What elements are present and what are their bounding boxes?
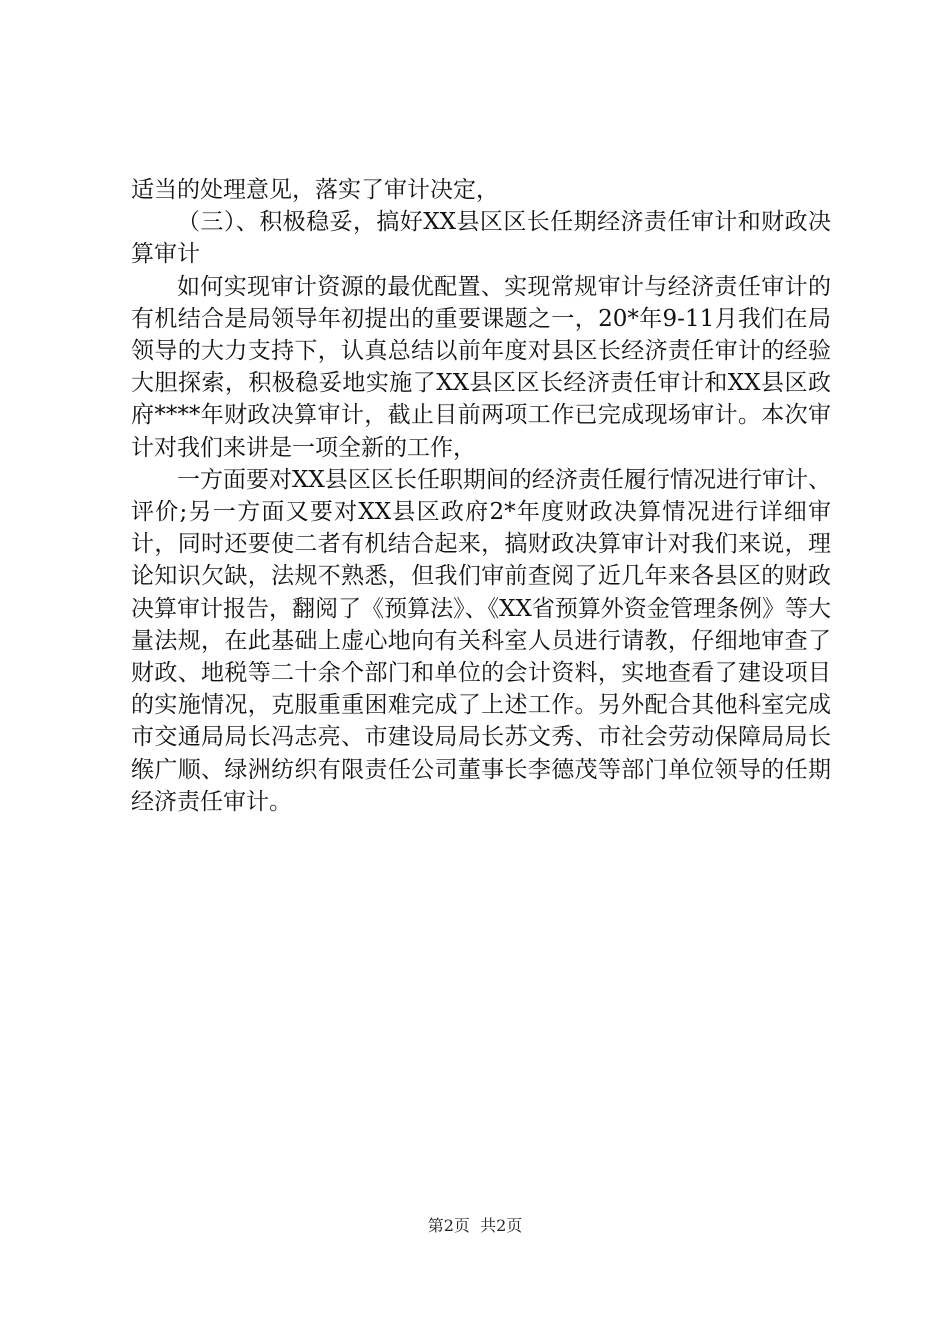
section-heading: （三）、积极稳妥，搞好XX县区区长任期经济责任审计和财政决算审计 — [131, 209, 831, 268]
page-footer — [0, 1216, 950, 1236]
paragraph-2: 如何实现审计资源的最优配置、实现常规审计与经济责任审计的有机结合是局领导年初提出的重要课题之一，20*年9-11月我们在局领导的大力支持下，认真总结以前年度对县区长经济责任审计的经验大胆探索，积极稳妥地实施了XX县区区长经济责任审计和XX县区政府****年财政决算审计，截止目前两项工作已完成现场审计。本次审计对我们来讲是一项全新的工作， — [131, 273, 831, 461]
document-body — [131, 174, 831, 818]
paragraph-1: 适当的处理意见，落实了审计决定， — [131, 177, 499, 203]
page-number-label: 第2页 共2页 — [427, 1216, 523, 1235]
paragraph-3: 一方面要对XX县区区长任职期间的经济责任履行情况进行审计、评价;另一方面又要对XX县区政府2*年度财政决算情况进行详细审计，同时还要使二者有机结合起来，搞财政决算审计对我们来说，理论知识欠缺，法规不熟悉，但我们审前查阅了近几年来各县区的财政决算审计报告，翻阅了《预算法》、《XX省预算外资金管理条例》等大量法规，在此基础上虚心地向有关科室人员进行请教，仔细地审查了财政、地税等二十余个部门和单位的会计资料，实地查看了建设项目的实施情况，克服重重困难完成了上述工作。另外配合其他科室完成市交通局局长冯志亮、市建设局局长苏文秀、市社会劳动保障局局长缑广顺、绿洲纺织有限责任公司董事长李德茂等部门单位领导的任期经济责任审计。 — [131, 466, 831, 815]
